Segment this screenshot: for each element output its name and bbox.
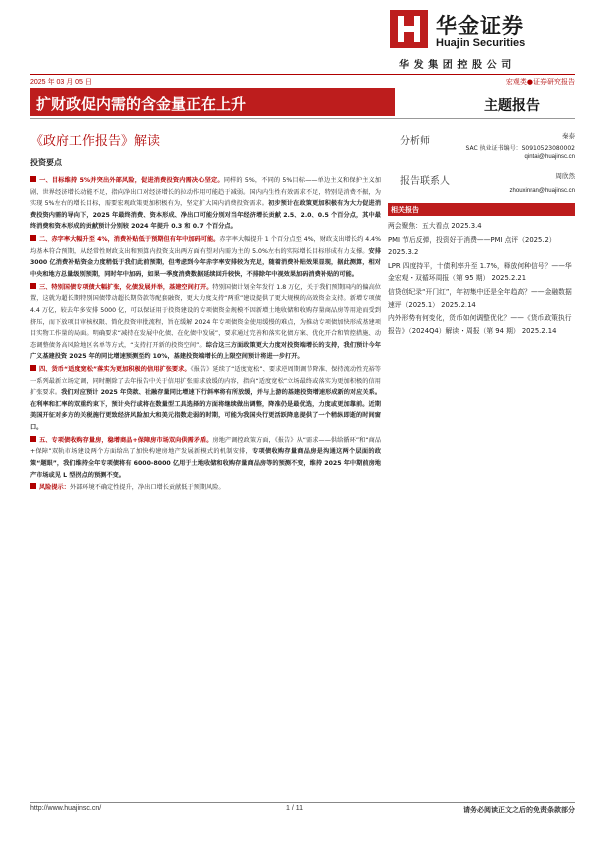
- key-point-lead: 五、专项债收购存量房，稳增商品+保障房市场双向供需矛盾。: [39, 436, 213, 444]
- key-point-bold: 我们对应预计 2025 年贷款、社融存量同比增速下行斜率将有所放缓，并与上游的基建投资增速形成新的对应关系。在利率和汇率的双重约束下，预计央行或将在数量型工具选择的方面将继续做出调整，降准仍是最优选，力度或更加靠前。近期美国开征对多方的关税施行更致经济风险加大和美元指数走弱的时期，可能为我国央行更活跃降息提供了一个稍纵即逝的时间窗口。: [30, 389, 382, 432]
- key-point-text: 同样的 5%，不同的 5%目标——单边主义和保护主义加剧、世界经济增长动能不足，指向净出口对经济增长的拉动作用可能趋于减弱。国内内生性有效需求不足，特别是消费不振，为实现 5%左右的增长目标，需要宏观政策更加积极有为，坚定扩大国内消费投资需求。: [30, 177, 381, 208]
- bullet-square-icon: [30, 483, 36, 489]
- company-group-name: 华发集团控股公司: [399, 60, 516, 71]
- key-point-lead: 二、赤字率大幅升至 4%，消费补贴低于预期但有年中加码可能。: [39, 236, 220, 244]
- related-reports-list: [388, 220, 575, 339]
- analyst-sidebar: [388, 128, 575, 208]
- risk-warning-paragraph: [30, 482, 381, 494]
- contact-email[interactable]: zhouxinran@huajinsc.cn: [509, 188, 575, 194]
- page-number: 1 / 11: [286, 805, 303, 812]
- key-point-paragraph: [30, 282, 381, 363]
- key-point-text: 《报告》延续了“适度宽松”、要求逆周期调节降准、保持流动性充裕等一系列最新立场定调，同时删除了去年报告中关于信用扩张需求放缓的内容，指向“适度宽松”立场最终或落实为更加积极的信用扩张要求。: [30, 366, 381, 397]
- risk-warning-text: 外部环境不确定性提升，净出口增长贡献低于预期风险。: [69, 484, 225, 492]
- company-logo: [390, 10, 590, 50]
- analyst-email[interactable]: qintai@huajinsc.cn: [524, 154, 575, 160]
- key-point-paragraph: [30, 175, 381, 233]
- key-point-paragraph: [30, 435, 381, 481]
- related-report-item[interactable]: 两会聚焦：五大看点 2025.3.4: [388, 222, 482, 230]
- contact-role: 报告联系人: [400, 176, 450, 187]
- analyst-cert-number: SAC 执业证书编号：S0910523080002: [465, 145, 575, 152]
- bullet-square-icon: [30, 176, 36, 182]
- key-point-paragraph: [30, 234, 381, 280]
- bullet-square-icon: [30, 436, 36, 442]
- title-banner: [30, 88, 395, 116]
- related-reports-title: 相关报告: [391, 206, 419, 214]
- key-point-text: 赤字率大幅提升 1 个百分点至 4%，财政支出增长约 4.4%均基本符合预期，从经常性财政支出和预算内投资支出两方面有望对内需为主的 5.0%左右的实际增长目标形成有力支撑。: [30, 236, 381, 255]
- disclaimer-note: 请务必阅读正文之后的免责条款部分: [463, 806, 575, 814]
- logo-english-name: Huajin Securities: [436, 37, 526, 49]
- bullet-square-icon: [30, 235, 36, 241]
- contact-name: 周欣然: [555, 172, 575, 180]
- report-date: 2025 年 03 月 05 日: [30, 79, 92, 86]
- key-point-lead: 三、特别国债专项债大幅扩张，化债发展并举，基建空间打开。: [39, 283, 213, 291]
- report-type: 主题报告: [484, 98, 540, 114]
- footer-website-link[interactable]: http://www.huajinsc.cn/: [30, 805, 102, 812]
- title-divider: [30, 118, 575, 119]
- related-report-item[interactable]: 内外形势有何变化，货币如何调整优化？——《货币政策执行报告》（2024Q4）解读・周报（第 94 期） 2025.2.14: [388, 314, 572, 335]
- bullet-square-icon: [30, 283, 36, 289]
- related-report-item[interactable]: PMI 节后反弹，投资好于消费——PMI 点评（2025.2） 2025.3.2: [388, 235, 556, 257]
- key-point-text: 特别国债计划全年发行 1.8 万亿，关于我们预期国内的偏高位置，这就为超长期特别国债带动超长期贷款等配套融资，更大力度支持“两重”建设提供了更大规模的高效资金支持。新增专项债 4.4 万亿，较去年多安排 5000 亿，可以保证用于投资建设的专项债资金规模不因新增土地收储和收购存量商品房等用途而受到挤压，而下放项目审核权限、简化投资审批流程，旨在缓解 2024 年专项债资金使用缓慢的难点，为推动专项债加快形成基建项目实物工作量的局面。明确要求“减持在发展中化债、在化债中发展”，要求通过完善和落实化债方案、优化开合和管控措施、动态调整债务高风险地区名单等方式，“支持打开新的投资空间”。: [30, 283, 381, 349]
- main-content: [30, 175, 381, 495]
- analyst-entry: [388, 128, 575, 168]
- key-point-bold: 初步预计在政策更加积极有为大力促进消费投资内需的导向下，2025 年最终消费、资本形成、净出口可能分别对当年经济增长贡献 2.5、2.0、0.5 个百分点，其中最终消费和资本形成的贡献预计分别较 2024 年提升 0.3 和 0.7 个百分点。: [30, 200, 382, 231]
- key-point-paragraph: [30, 364, 381, 434]
- related-report-item[interactable]: LPR 四度持平，十债利率升至 1.7%，释放何种信号？——华金宏观・双循环周报（第 95 期） 2025.2.21: [388, 262, 572, 283]
- key-point-lead: 一、目标维持 5%并突出外部风险，促进消费投资内需决心坚定。: [39, 177, 224, 184]
- report-category: 宏观类●证券研究报告: [505, 78, 575, 86]
- related-reports-header: [388, 203, 575, 216]
- related-report-item[interactable]: 信贷创纪录“开门红”，年初集中还是全年趋高？——金融数据速评（2025.1） 2025.2.14: [388, 288, 572, 309]
- risk-warning-lead: 风险提示：: [39, 484, 70, 492]
- key-point-bold: 安排 3000 亿消费补贴资金力度稍低于我们此前预期，但考虑到今年赤字率安排较为充足，随着消费补贴效果显现，据此测算，相对中央和地方总量级别预期，同时年中加码，如果一季度消费数据延续回升较快，不排除年中视效果加码消费补贴的可能。: [30, 247, 382, 278]
- report-subtitle: 《政府工作报告》解读: [30, 134, 161, 149]
- report-title: 扩财政促内需的含金量正在上升: [36, 95, 247, 113]
- contact-entry: [388, 168, 575, 208]
- header-divider: [30, 74, 575, 75]
- key-point-text: 房地产调控政策方面，《报告》从“需求——供给循环”和“商品+保障”双轨市场建设两个方面给出了加快构建房地产发展新模式的机制安排，: [30, 436, 381, 456]
- logo-chinese-name: 华金证券: [436, 14, 524, 38]
- key-point-bold: 专项债收购存量商品房是沟通这两个层面的政策“题眼”，我们维持全年专项债将有 6000-8000 亿用于土地收储和收购存量商品房等的预测不变，维持 2025 年中期前房地产市场或见 L 型拐点的预测不变。: [30, 448, 382, 479]
- huajin-logo-icon: [390, 10, 428, 48]
- footer-divider: [30, 802, 575, 803]
- key-point-lead: 四、货币“适度宽松”落实为更加积极的信用扩张要求。: [39, 366, 191, 374]
- analyst-name: 秦泰: [562, 132, 575, 140]
- key-point-bold: 综合这三方面政策更大力度对投资端增长的支持，我们预计今年广义基建投资 2025 年的同比增速预测至约 10%，基建投资端增长的上限空间预计将进一步打开。: [30, 341, 381, 361]
- bullet-square-icon: [30, 365, 36, 371]
- analyst-role: 分析师: [400, 136, 430, 147]
- section-heading: 投资要点: [30, 158, 62, 167]
